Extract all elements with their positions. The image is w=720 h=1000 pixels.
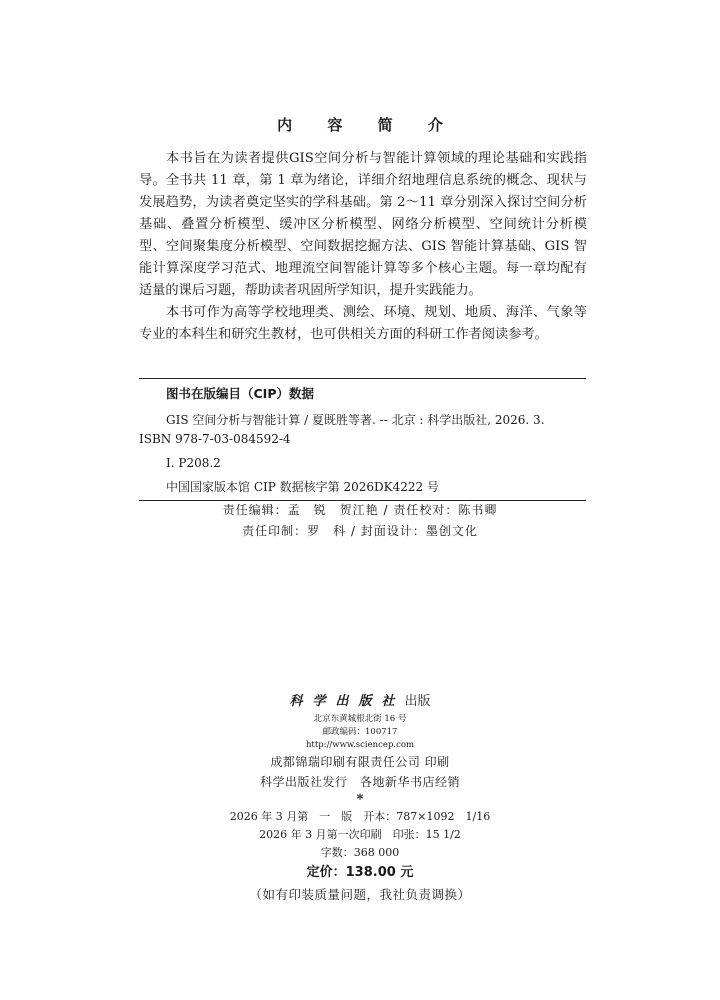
quality-note: （如有印装质量问题，我社负责调换）: [249, 887, 471, 902]
summary-paragraph-2: 本书可作为高等学校地理类、测绘、环境、规划、地质、海洋、气象等专业的本科生和研究生教材，也可供相关方面的科研工作者阅读参考。: [139, 305, 587, 342]
publisher-postcode: 邮政编码：100717: [322, 727, 398, 737]
summary-paragraph-1: 本书旨在为读者提供GIS空间分析与智能计算领域的理论基础和实践指导。全书共 11 章，第 1 章为绪论，详细介绍地理信息系统的概念、现状与发展趋势，为读者奠定坚实的学科基础。第 2～11 章分别深入探讨空间分析基础、叠置分析模型、缓冲区分析模型、网络分析模型、空间统计分析模型、空间聚集度分析模型、空间数据挖掘方法、GIS 智能计算基础、GIS 智能计算深度学习范式、地理流空间智能计算等多个核心主题。每一章均配有适量的课后习题，帮助读者巩固所学知识，提升实践能力。: [139, 151, 587, 298]
publisher-block: [0, 691, 720, 906]
publisher-logo: 科学出版社: [289, 694, 405, 709]
editors-line-2: 责任印制：罗 科 / 封面设计：墨创文化: [242, 524, 478, 538]
content-summary: [139, 148, 587, 346]
page-title: 内 容 简 介: [277, 116, 458, 134]
publisher-website: http://www.sciencep.com: [305, 740, 415, 750]
printing-line: 2026 年 3 月第一次印刷 印张：15 1/2: [259, 828, 461, 841]
cip-heading: 图书在版编目（CIP）数据: [166, 386, 314, 401]
separator-star: *: [356, 792, 364, 807]
publisher-name: [0, 691, 720, 713]
cip-block: [139, 378, 586, 501]
publisher-address: 北京东黄城根北街 16 号: [313, 714, 407, 724]
distribution-line: 科学出版社发行 各地新华书店经销: [259, 775, 460, 789]
cip-record-line: GIS 空间分析与智能计算 / 夏既胜等著. -- 北京 : 科学出版社, 2026. 3.: [166, 413, 545, 427]
word-count: 字数：368 000: [320, 846, 400, 859]
publisher-suffix: 出版: [404, 694, 431, 709]
edition-line: 2026 年 3 月第 一 版 开本：787×1092 1/16: [229, 810, 491, 823]
editors-line-1: 责任编辑：孟 锐 贺江艳 / 责任校对：陈书卿: [222, 503, 498, 517]
cip-number: 中国国家版本馆 CIP 数据核字第 2026DK4222 号: [166, 480, 439, 494]
cip-top-rule: [139, 378, 586, 379]
price: 定价：138.00 元: [306, 865, 414, 880]
cip-isbn: ISBN 978-7-03-084592-4: [139, 432, 291, 446]
cip-classification: Ⅰ. P208.2: [166, 456, 221, 470]
printer-line: 成都锦瑞印刷有限责任公司 印刷: [270, 755, 450, 769]
